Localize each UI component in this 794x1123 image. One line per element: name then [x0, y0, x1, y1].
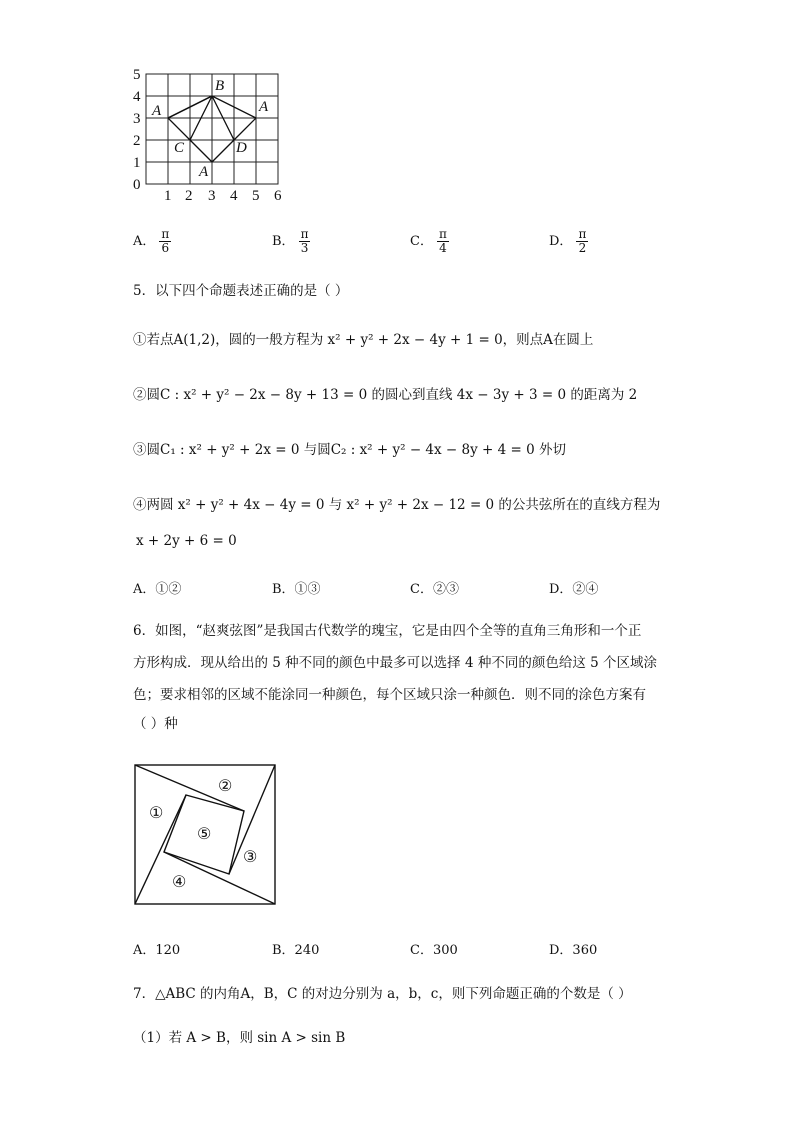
x-tick: 1	[164, 188, 172, 204]
y-tick: 2	[133, 133, 141, 149]
q4-option-a[interactable]	[133, 228, 171, 255]
region-5: ⑤	[197, 826, 212, 843]
zhao-shuang-figure	[132, 762, 280, 908]
region-2: ②	[218, 778, 233, 795]
label-B: B	[215, 78, 225, 94]
q5-stem: 5．以下四个命题表述正确的是（ ）	[133, 283, 349, 299]
option-letter: B．	[272, 234, 295, 249]
option-fraction: $\frac{\pi}{2}$	[578, 227, 587, 255]
y-tick: 1	[133, 155, 141, 171]
q5-item-2: ②圆C : x² + y² − 2x − 8y + 13 = 0 的圆心到直线 4x − 3y + 3 = 0 的距离为 2	[133, 387, 638, 403]
q5-option-a[interactable]: A．①②	[133, 582, 182, 597]
q6-option-b[interactable]: B．240	[272, 943, 320, 958]
q4-option-d[interactable]	[549, 228, 588, 255]
q6-line-4: （ ）种	[133, 716, 178, 732]
q5-item-4: ④两圆 x² + y² + 4x − 4y = 0 与 x² + y² + 2x − 12 = 0 的公共弦所在的直线方程为	[133, 497, 661, 513]
q6-line-1: 6．如图，“赵爽弦图”是我国古代数学的瑰宝，它是由四个全等的直角三角形和一个正	[133, 623, 642, 639]
region-3: ③	[243, 849, 258, 866]
q5-option-b[interactable]: B．①③	[272, 582, 321, 597]
q5-item-3: ③圆C₁ : x² + y² + 2x = 0 与圆C₂ : x² + y² − 4x − 8y + 4 = 0 外切	[133, 442, 566, 458]
label-A-bottom: A	[199, 164, 209, 180]
option-fraction: $\frac{\pi}{4}$	[438, 227, 447, 255]
label-A-right: A	[259, 99, 269, 115]
q6-option-a[interactable]: A．120	[133, 943, 181, 958]
x-tick: 6	[274, 188, 282, 204]
q4-option-b[interactable]	[272, 228, 310, 255]
x-tick: 3	[208, 188, 216, 204]
q7-item-1: （1）若 A > B，则 sin A > sin B	[133, 1030, 346, 1046]
x-tick: 4	[230, 188, 238, 204]
region-1: ①	[149, 805, 164, 822]
label-D: D	[236, 140, 247, 156]
q6-line-2: 方形构成．现从给出的 5 种不同的颜色中最多可以选择 4 种不同的颜色给这 5 个区域涂	[133, 655, 658, 671]
q5-item-4-cont: x + 2y + 6 = 0	[136, 533, 237, 549]
x-tick: 2	[185, 188, 193, 204]
x-tick: 5	[252, 188, 260, 204]
q4-grid-figure	[126, 60, 296, 205]
option-letter: A．	[133, 234, 156, 249]
label-C: C	[174, 140, 185, 156]
label-A-left: A	[152, 103, 162, 119]
q5-option-c[interactable]: C．②③	[410, 582, 459, 597]
q6-option-c[interactable]: C．300	[410, 943, 458, 958]
region-4: ④	[172, 874, 187, 891]
y-tick: 4	[133, 89, 141, 105]
q5-item-1: ①若点A(1,2)，圆的一般方程为 x² + y² + 2x − 4y + 1 = 0，则点A在圆上	[133, 332, 594, 348]
option-fraction: $\frac{\pi}{3}$	[300, 227, 309, 255]
y-tick: 3	[133, 111, 141, 127]
y-tick: 5	[133, 67, 141, 83]
q5-option-d[interactable]: D．②④	[549, 582, 599, 597]
q6-option-d[interactable]: D．360	[549, 943, 598, 958]
y-tick: 0	[133, 177, 141, 193]
q4-option-c[interactable]	[410, 228, 449, 255]
q7-stem: 7．△ABC 的内角A，B，C 的对边分别为 a，b，c，则下列命题正确的个数是（ ）	[133, 986, 632, 1002]
q6-line-3: 色；要求相邻的区域不能涂同一种颜色，每个区域只涂一种颜色．则不同的涂色方案有	[133, 687, 646, 703]
option-letter: C．	[410, 234, 433, 249]
option-letter: D．	[549, 234, 573, 249]
option-fraction: $\frac{\pi}{6}$	[161, 227, 170, 255]
